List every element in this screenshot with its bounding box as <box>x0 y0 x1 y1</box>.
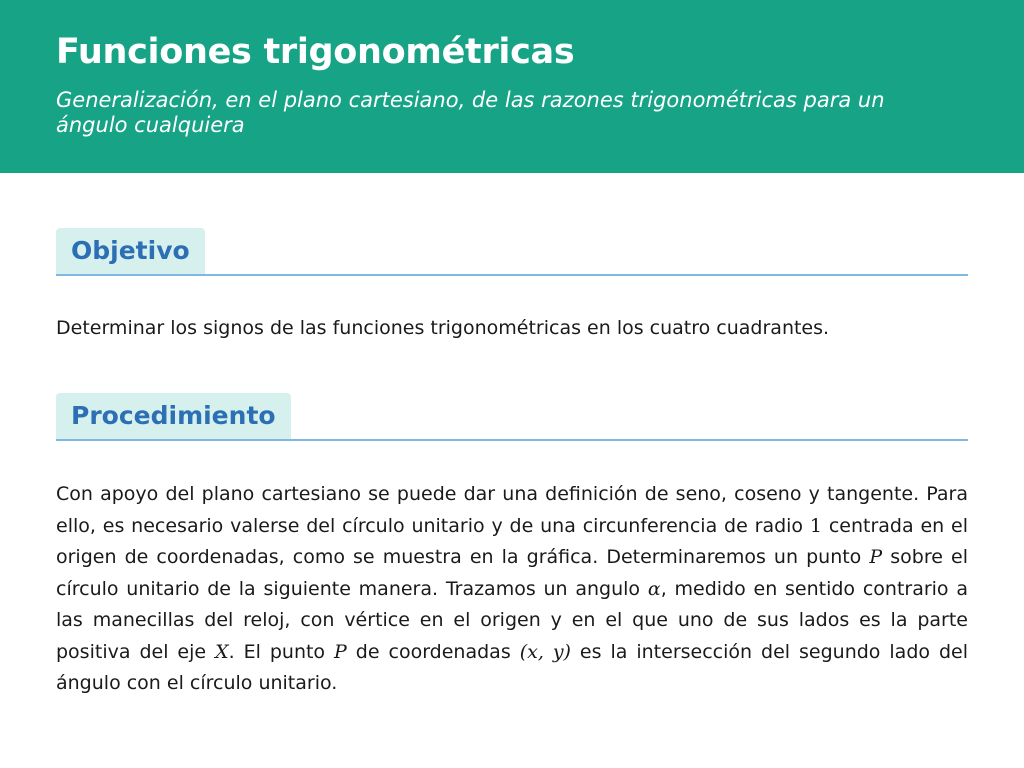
math-radius-one: 1 <box>809 514 822 537</box>
math-point-p-2: P <box>334 640 347 663</box>
math-axis-x: X <box>215 640 229 663</box>
procedure-text-2: centrada en el origen de coordenadas, como se muestra en la gráfica. Determinaremos un punto <box>56 514 969 568</box>
procedure-text-4: , medido en sentido contrario a las manecillas del reloj, con vértice en el origen y en el que uno de sus lados es la parte positiva del eje <box>56 577 968 663</box>
math-point-p: P <box>869 546 883 568</box>
procedure-heading-bar <box>56 393 968 441</box>
page-title: Funciones trigonométricas <box>56 32 575 72</box>
objective-heading-bar <box>56 228 968 276</box>
procedure-text-1: Con apoyo del plano cartesiano se puede dar una definición de seno, coseno y tangente. Para ello, es necesario valerse del círculo unitario y de una circunferencia de radio <box>56 483 968 537</box>
procedure-text-6: de coordenadas <box>346 640 520 663</box>
objective-text: Determinar los signos de las funciones trigonométricas en los cuatro cuadrantes. <box>56 317 830 339</box>
math-coordinates: (x, y) <box>519 640 571 663</box>
page-header <box>0 0 1024 173</box>
main-content <box>0 228 1024 700</box>
procedure-section <box>56 393 968 700</box>
procedure-heading: Procedimiento <box>56 393 291 439</box>
objective-section <box>56 228 968 342</box>
procedure-text-3: sobre el círculo unitario de la siguiente manera. Trazamos un angulo <box>56 546 968 600</box>
math-alpha: α <box>647 577 661 600</box>
procedure-text-5: . El punto <box>228 640 335 663</box>
procedure-text-7: es la intersección del segundo lado del ángulo con el círculo unitario. <box>56 640 968 694</box>
procedure-paragraph <box>56 479 968 700</box>
objective-heading: Objetivo <box>56 228 205 274</box>
page-subtitle: Generalización, en el plano cartesiano, de las razones trigonométricas para un ángulo cualquiera <box>56 88 885 137</box>
